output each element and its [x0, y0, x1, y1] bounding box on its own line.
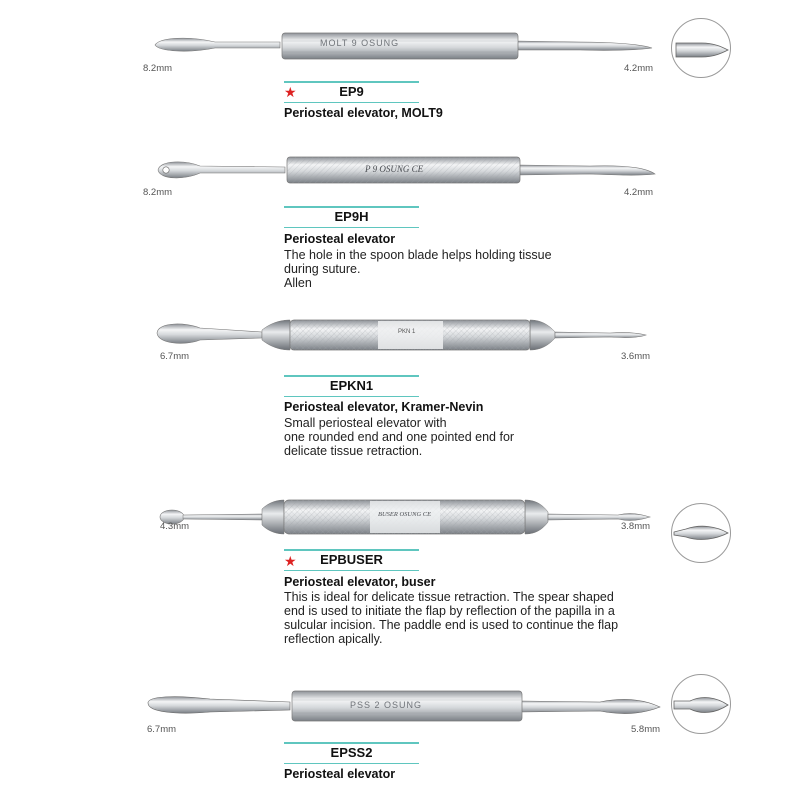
featured-star-icon: ★	[284, 553, 297, 569]
epss2-product-code: EPSS2	[330, 745, 373, 760]
description-line: This is ideal for delicate tissue retraction. The spear shaped	[284, 590, 614, 604]
epkn1-product-code: EPKN1	[329, 378, 374, 393]
ep9-product-title: Periosteal elevator, MOLT9	[284, 106, 443, 120]
epkn1-product-title: Periosteal elevator, Kramer-Nevin	[284, 400, 484, 414]
epkn1-product-description	[284, 416, 684, 458]
epss2-right-size: 5.8mm	[631, 724, 661, 735]
epkn1-instrument	[157, 320, 646, 350]
epss2-left-size: 6.7mm	[147, 724, 177, 735]
ep9h-right-size: 4.2mm	[624, 187, 654, 198]
ep9h-code-bar	[284, 206, 419, 228]
ep9-code-bar	[284, 81, 419, 103]
description-line: Small periosteal elevator with	[284, 416, 447, 430]
ep9-instrument	[155, 33, 652, 59]
epbuser-code-bar	[284, 549, 419, 571]
description-line: delicate tissue retraction.	[284, 444, 423, 458]
epss2-tip-detail-image	[672, 675, 730, 733]
epkn1-left-size: 6.7mm	[160, 351, 190, 362]
description-line: Allen	[284, 276, 312, 290]
epbuser-right-size: 3.8mm	[621, 521, 651, 532]
epbuser-product-description	[284, 590, 684, 646]
ep9h-product-description	[284, 248, 684, 290]
epss2-tip-detail-inset	[671, 674, 731, 734]
ep9-tip-detail-inset	[671, 18, 731, 78]
featured-star-icon: ★	[284, 84, 297, 100]
ep9h-left-size: 8.2mm	[143, 187, 173, 198]
epbuser-product-code: EPBUSER	[320, 552, 383, 567]
epss2-product-title: Periosteal elevator	[284, 767, 396, 781]
description-line: reflection apically.	[284, 632, 383, 646]
description-line: during suture.	[284, 262, 361, 276]
epkn1-code-bar	[284, 375, 419, 397]
epss2-handle-marking: PSS 2 OSUNG	[350, 700, 423, 710]
ep9-product-code: EP9	[339, 84, 364, 99]
ep9h-handle-marking: P 9 OSUNG CE	[365, 164, 424, 174]
ep9-right-size: 4.2mm	[624, 63, 654, 74]
epbuser-handle-marking: BUSER OSUNG CE	[378, 511, 432, 518]
description-line: one rounded end and one pointed end for	[284, 430, 515, 444]
epbuser-tip-detail-inset	[671, 503, 731, 563]
epbuser-left-size: 4.3mm	[160, 521, 190, 532]
description-line: The hole in the spoon blade helps holding tissue	[284, 248, 552, 262]
description-line: end is used to initiate the flap by reflection of the papilla in a	[284, 604, 615, 618]
ep9h-product-code: EP9H	[334, 209, 369, 224]
epbuser-product-title: Periosteal elevator, buser	[284, 575, 436, 589]
epss2-code-bar	[284, 742, 419, 764]
ep9h-product-title: Periosteal elevator	[284, 232, 396, 246]
epbuser-tip-detail-image	[672, 504, 730, 562]
epkn1-right-size: 3.6mm	[621, 351, 651, 362]
ep9-handle-marking: MOLT 9 OSUNG	[320, 38, 400, 48]
ep9-left-size: 8.2mm	[143, 63, 173, 74]
ep9-tip-detail-image	[672, 19, 730, 77]
epkn1-handle-marking: PKN 1	[398, 329, 416, 335]
description-line: sulcular incision. The paddle end is used to continue the flap	[284, 618, 619, 632]
